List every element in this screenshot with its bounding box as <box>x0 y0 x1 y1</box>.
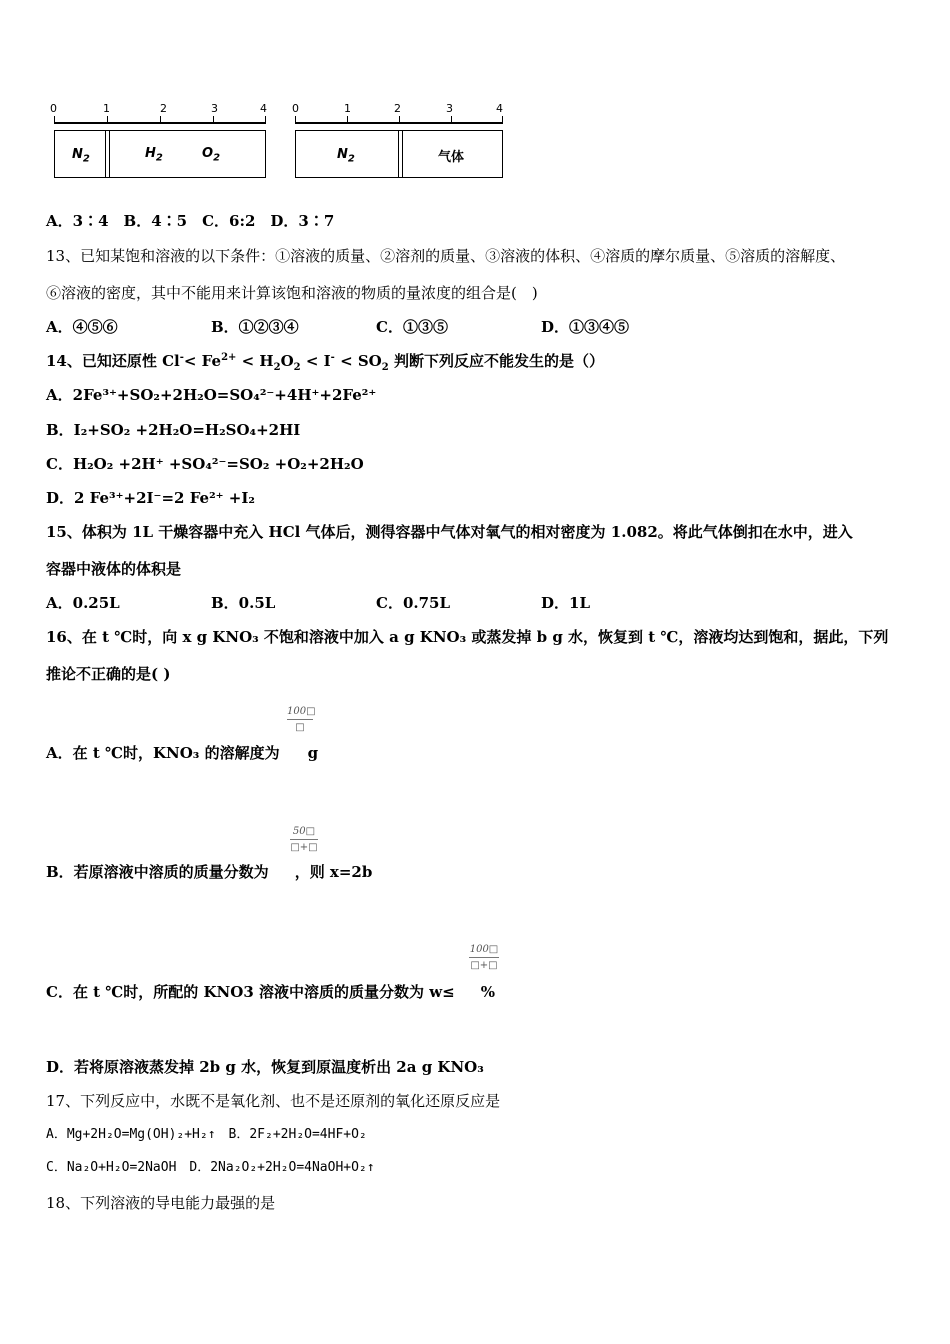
q13-option-c: C．①③⑤ <box>376 318 448 336</box>
left-tick-mark <box>213 116 214 122</box>
left-tick-mark <box>160 116 161 122</box>
right-n2-label: $N_2$ <box>337 147 355 165</box>
left-tick-0: 0 <box>50 102 57 115</box>
q15-option-d: D．1L <box>541 594 590 612</box>
q14-option-c: C．H₂O₂ +2H⁺ +SO₄²⁻=SO₂ +O₂+2H₂O <box>46 455 364 473</box>
q15-stem-line2: 容器中液体的体积是 <box>46 560 182 578</box>
q12-options: A．3∶4 B．4∶5 C．6:2 D．3∶7 <box>46 212 335 230</box>
q17-options-ab: A．Mg+2H₂O=Mg(OH)₂+H₂↑ B．2F₂+2H₂O=4HF+O₂ <box>46 1127 367 1142</box>
right-container-box <box>295 130 503 178</box>
q14-stem: 14、已知还原性 $Cl^-< Fe^{2+} < H_2O_2 < I^- < SO_2$ 判断下列反应不能发生的是（） <box>46 352 604 373</box>
q13-option-d: D．①③④⑤ <box>541 318 630 336</box>
q17-stem: 17、下列反应中，水既不是氧化剂、也不是还原剂的氧化还原反应是 <box>46 1092 501 1110</box>
right-gas-label: 气体 <box>438 150 465 165</box>
left-tick-mark <box>107 116 108 122</box>
left-tick-mark <box>54 116 55 122</box>
left-tick-2: 2 <box>160 102 167 115</box>
q15-options <box>46 593 590 613</box>
q15-stem-line1: 15、体积为 1L 干燥容器中充入 HCl 气体后，测得容器中气体对氧气的相对密度为 1.082。将此气体倒扣在水中，进入 <box>46 523 853 541</box>
left-ruler <box>54 122 266 124</box>
q17-options-cd: C．Na₂O+H₂O=2NaOH D．2Na₂O₂+2H₂O=4NaOH+O₂↑ <box>46 1160 375 1175</box>
q16-b-fraction: 50□ □+□ <box>290 826 318 853</box>
right-tick-mark <box>399 116 400 122</box>
left-tick-4: 4 <box>260 102 267 115</box>
right-tick-1: 1 <box>344 102 351 115</box>
q15-option-c: C．0.75L <box>376 594 451 612</box>
right-tick-4: 4 <box>496 102 503 115</box>
q16-option-d: D．若将原溶液蒸发掉 2b g 水，恢复到原温度析出 2a g KNO₃ <box>46 1058 484 1076</box>
q15-option-b: B．0.5L <box>211 594 276 612</box>
left-piston <box>105 131 110 177</box>
q13-options <box>46 317 629 337</box>
right-tick-mark <box>451 116 452 122</box>
left-n2-label: $N_2$ <box>72 147 90 165</box>
q16-option-b: B．若原溶液中溶质的质量分数为 ，则 x=2b <box>46 863 373 881</box>
left-tick-mark <box>265 116 266 122</box>
q16-option-a: A．在 t ℃时，KNO₃ 的溶解度为 g <box>46 744 319 762</box>
right-piston <box>398 131 403 177</box>
q13-option-b: B．①②③④ <box>211 318 299 336</box>
q16-c-fraction: 100□ □+□ <box>469 944 499 971</box>
q14-option-a: A．2Fe³⁺+SO₂+2H₂O=SO₄²⁻+4H⁺+2Fe²⁺ <box>46 386 377 404</box>
right-tick-3: 3 <box>446 102 453 115</box>
q16-a-fraction: 100□ □ <box>287 706 316 733</box>
right-tick-0: 0 <box>292 102 299 115</box>
right-tick-mark <box>502 116 503 122</box>
q13-option-a: A．④⑤⑥ <box>46 318 118 336</box>
left-h2-label: $H_2$ <box>145 146 163 164</box>
right-ruler <box>295 122 503 124</box>
q13-stem-line2: ⑥溶液的密度，其中不能用来计算该饱和溶液的物质的量浓度的组合是( ) <box>46 284 538 302</box>
q16-stem-line2: 推论不正确的是( ) <box>46 665 171 683</box>
left-o2-label: $O_2$ <box>202 146 221 164</box>
left-tick-3: 3 <box>211 102 218 115</box>
right-tick-mark <box>347 116 348 122</box>
q16-option-c: C．在 t ℃时，所配的 KNO3 溶液中溶质的质量分数为 w≤ % <box>46 983 495 1001</box>
right-tick-mark <box>295 116 296 122</box>
left-tick-1: 1 <box>103 102 110 115</box>
right-tick-2: 2 <box>394 102 401 115</box>
q14-option-b: B．I₂+SO₂ +2H₂O=H₂SO₄+2HI <box>46 421 301 439</box>
q14-option-d: D．2 Fe³⁺+2I⁻=2 Fe²⁺ +I₂ <box>46 489 255 507</box>
q16-stem-line1: 16、在 t ℃时，向 x g KNO₃ 不饱和溶液中加入 a g KNO₃ 或蒸发掉 b g 水，恢复到 t ℃，溶液均达到饱和，据此，下列 <box>46 628 889 646</box>
q13-stem-line1: 13、已知某饱和溶液的以下条件：①溶液的质量、②溶剂的质量、③溶液的体积、④溶质的摩尔质量、⑤溶质的溶解度、 <box>46 247 846 265</box>
q18-stem: 18、下列溶液的导电能力最强的是 <box>46 1194 276 1212</box>
q15-option-a: A．0.25L <box>46 594 120 612</box>
